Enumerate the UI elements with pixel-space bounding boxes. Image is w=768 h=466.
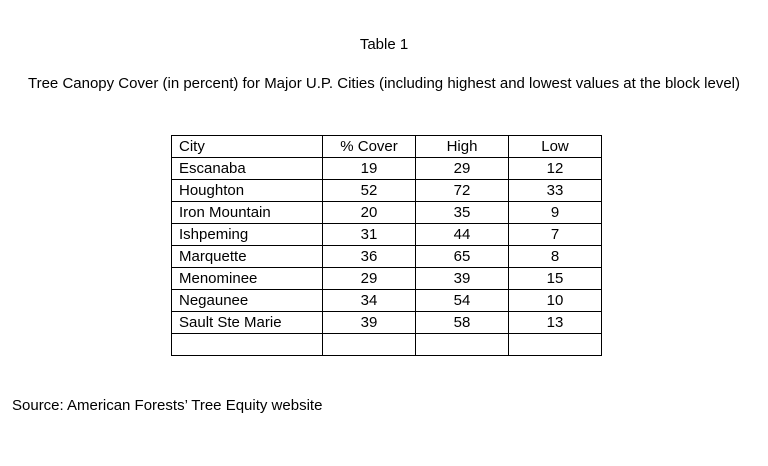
cell-city: Marquette xyxy=(172,246,323,268)
cell-cover xyxy=(323,334,416,356)
table-row-empty xyxy=(172,334,602,356)
cell-city: Ishpeming xyxy=(172,224,323,246)
cell-high: 72 xyxy=(416,180,509,202)
cell-low: 15 xyxy=(509,268,602,290)
table-row xyxy=(172,202,602,224)
cell-low xyxy=(509,334,602,356)
cell-city: Houghton xyxy=(172,180,323,202)
cell-high xyxy=(416,334,509,356)
cell-low: 10 xyxy=(509,290,602,312)
table-row xyxy=(172,180,602,202)
table-caption: Tree Canopy Cover (in percent) for Major U.P. Cities (including highest and lowest values at the block level) xyxy=(27,75,740,92)
cell-high: 58 xyxy=(416,312,509,334)
tree-canopy-table xyxy=(171,135,602,356)
table-row xyxy=(172,158,602,180)
cell-cover: 52 xyxy=(323,180,416,202)
cell-high: 54 xyxy=(416,290,509,312)
cell-low: 13 xyxy=(509,312,602,334)
table-header-row xyxy=(172,136,602,158)
cell-city xyxy=(172,334,323,356)
source-note: Source: American Forests’ Tree Equity website xyxy=(12,397,323,414)
table-label: Table 1 xyxy=(359,36,409,53)
cell-cover: 29 xyxy=(323,268,416,290)
cell-cover: 36 xyxy=(323,246,416,268)
cell-high: 39 xyxy=(416,268,509,290)
cell-high: 35 xyxy=(416,202,509,224)
header-cover: % Cover xyxy=(323,136,416,158)
cell-cover: 31 xyxy=(323,224,416,246)
header-city: City xyxy=(172,136,323,158)
cell-cover: 34 xyxy=(323,290,416,312)
cell-low: 9 xyxy=(509,202,602,224)
cell-city: Escanaba xyxy=(172,158,323,180)
cell-low: 8 xyxy=(509,246,602,268)
cell-cover: 20 xyxy=(323,202,416,224)
cell-city: Menominee xyxy=(172,268,323,290)
cell-low: 33 xyxy=(509,180,602,202)
cell-high: 65 xyxy=(416,246,509,268)
table-row xyxy=(172,312,602,334)
header-high: High xyxy=(416,136,509,158)
cell-cover: 39 xyxy=(323,312,416,334)
cell-low: 12 xyxy=(509,158,602,180)
table-row xyxy=(172,268,602,290)
cell-high: 44 xyxy=(416,224,509,246)
cell-city: Iron Mountain xyxy=(172,202,323,224)
header-low: Low xyxy=(509,136,602,158)
cell-city: Sault Ste Marie xyxy=(172,312,323,334)
cell-city: Negaunee xyxy=(172,290,323,312)
cell-cover: 19 xyxy=(323,158,416,180)
table-row xyxy=(172,290,602,312)
cell-low: 7 xyxy=(509,224,602,246)
table-row xyxy=(172,246,602,268)
table-row xyxy=(172,224,602,246)
cell-high: 29 xyxy=(416,158,509,180)
